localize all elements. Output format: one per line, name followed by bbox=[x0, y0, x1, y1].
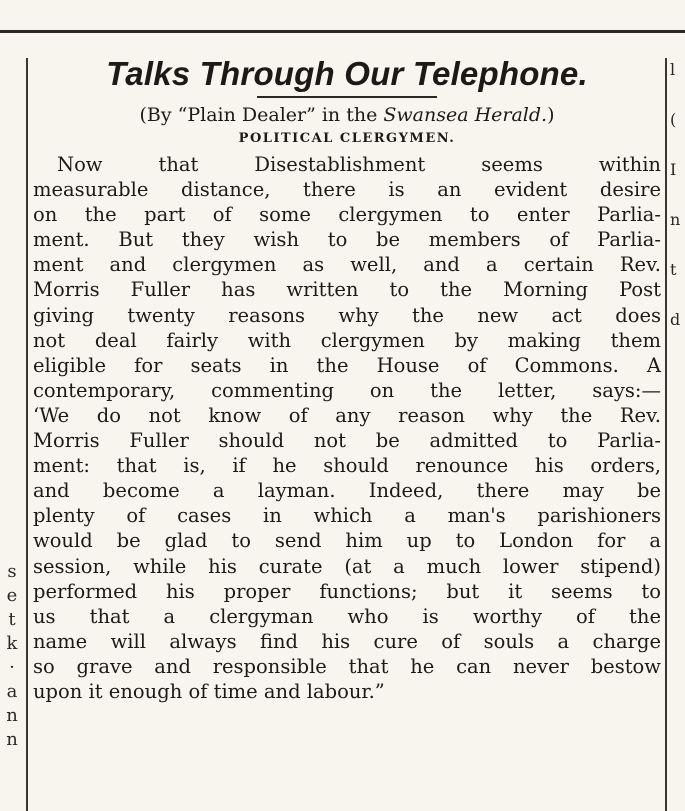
right-fragment: d bbox=[670, 310, 681, 329]
right-fragment: I bbox=[670, 160, 677, 179]
article-line: performed his proper functions; but it seems to bbox=[33, 579, 661, 603]
article-line: and become a layman. Indeed, there may be bbox=[33, 479, 661, 503]
left-fragment: t bbox=[8, 609, 16, 630]
article-line: upon it enough of time and labour.” bbox=[33, 679, 385, 703]
left-fragment: n bbox=[6, 729, 18, 750]
article-line: ‘We do not know of any reason why the Rev. bbox=[33, 403, 661, 427]
article-byline bbox=[33, 102, 661, 128]
newspaper-article bbox=[33, 52, 661, 704]
left-fragment: s bbox=[7, 561, 17, 582]
right-column-fragments bbox=[670, 58, 685, 358]
left-fragment: a bbox=[6, 681, 18, 702]
article-headline: Talks Through Our Telephone. bbox=[106, 55, 588, 92]
byline-prefix: (By “Plain Dealer” in the bbox=[139, 104, 384, 126]
article-line: ment and clergymen as well, and a certain Rev. bbox=[33, 253, 661, 277]
byline-suffix: ) bbox=[547, 104, 555, 126]
right-fragment: ( bbox=[670, 110, 677, 129]
article-body bbox=[33, 152, 661, 704]
article-line: Morris Fuller has written to the Morning Post bbox=[33, 278, 661, 302]
left-fragment: k bbox=[6, 633, 18, 654]
article-line: on the part of some clergymen to enter Parlia- bbox=[33, 203, 661, 227]
headline-underline bbox=[257, 96, 437, 98]
article-line: session, while his curate (at a much lower stipend) bbox=[33, 554, 661, 578]
top-column-rule bbox=[0, 30, 685, 33]
article-line: eligible for seats in the House of Commons. A bbox=[33, 353, 661, 377]
left-fragment: · bbox=[9, 657, 15, 678]
right-fragment: l bbox=[670, 60, 676, 79]
article-line: Now that Disestablishment seems within bbox=[57, 153, 661, 176]
article-line: would be glad to send him up to London for a bbox=[33, 529, 661, 553]
article-line: plenty of cases in which a man's parishioners bbox=[33, 504, 661, 528]
left-fragment: e bbox=[6, 585, 18, 606]
article-line: measurable distance, there is an evident desire bbox=[33, 178, 661, 202]
left-column-rule bbox=[26, 58, 28, 811]
article-line: ment: that is, if he should renounce his orders, bbox=[33, 454, 661, 478]
article-line: giving twenty reasons why the new act does bbox=[33, 303, 661, 327]
article-line: name will always find his cure of souls a charge bbox=[33, 629, 661, 653]
article-line: us that a clergyman who is worthy of the bbox=[33, 604, 661, 628]
article-line: so grave and responsible that he can never bestow bbox=[33, 654, 661, 678]
left-column-fragments bbox=[0, 560, 24, 810]
article-line: contemporary, commenting on the letter, says:— bbox=[33, 378, 661, 402]
article-line: ment. But they wish to be members of Parlia- bbox=[33, 228, 661, 252]
right-fragment: n bbox=[670, 210, 681, 229]
article-line: not deal fairly with clergymen by making them bbox=[33, 328, 661, 352]
right-fragment: t bbox=[670, 260, 677, 279]
article-line: Morris Fuller should not be admitted to Parlia- bbox=[33, 429, 661, 453]
byline-source: Swansea Herald. bbox=[383, 104, 548, 126]
right-column-rule bbox=[665, 58, 667, 811]
article-subhead: POLITICAL CLERGYMEN. bbox=[238, 131, 456, 146]
left-fragment: n bbox=[6, 705, 18, 726]
